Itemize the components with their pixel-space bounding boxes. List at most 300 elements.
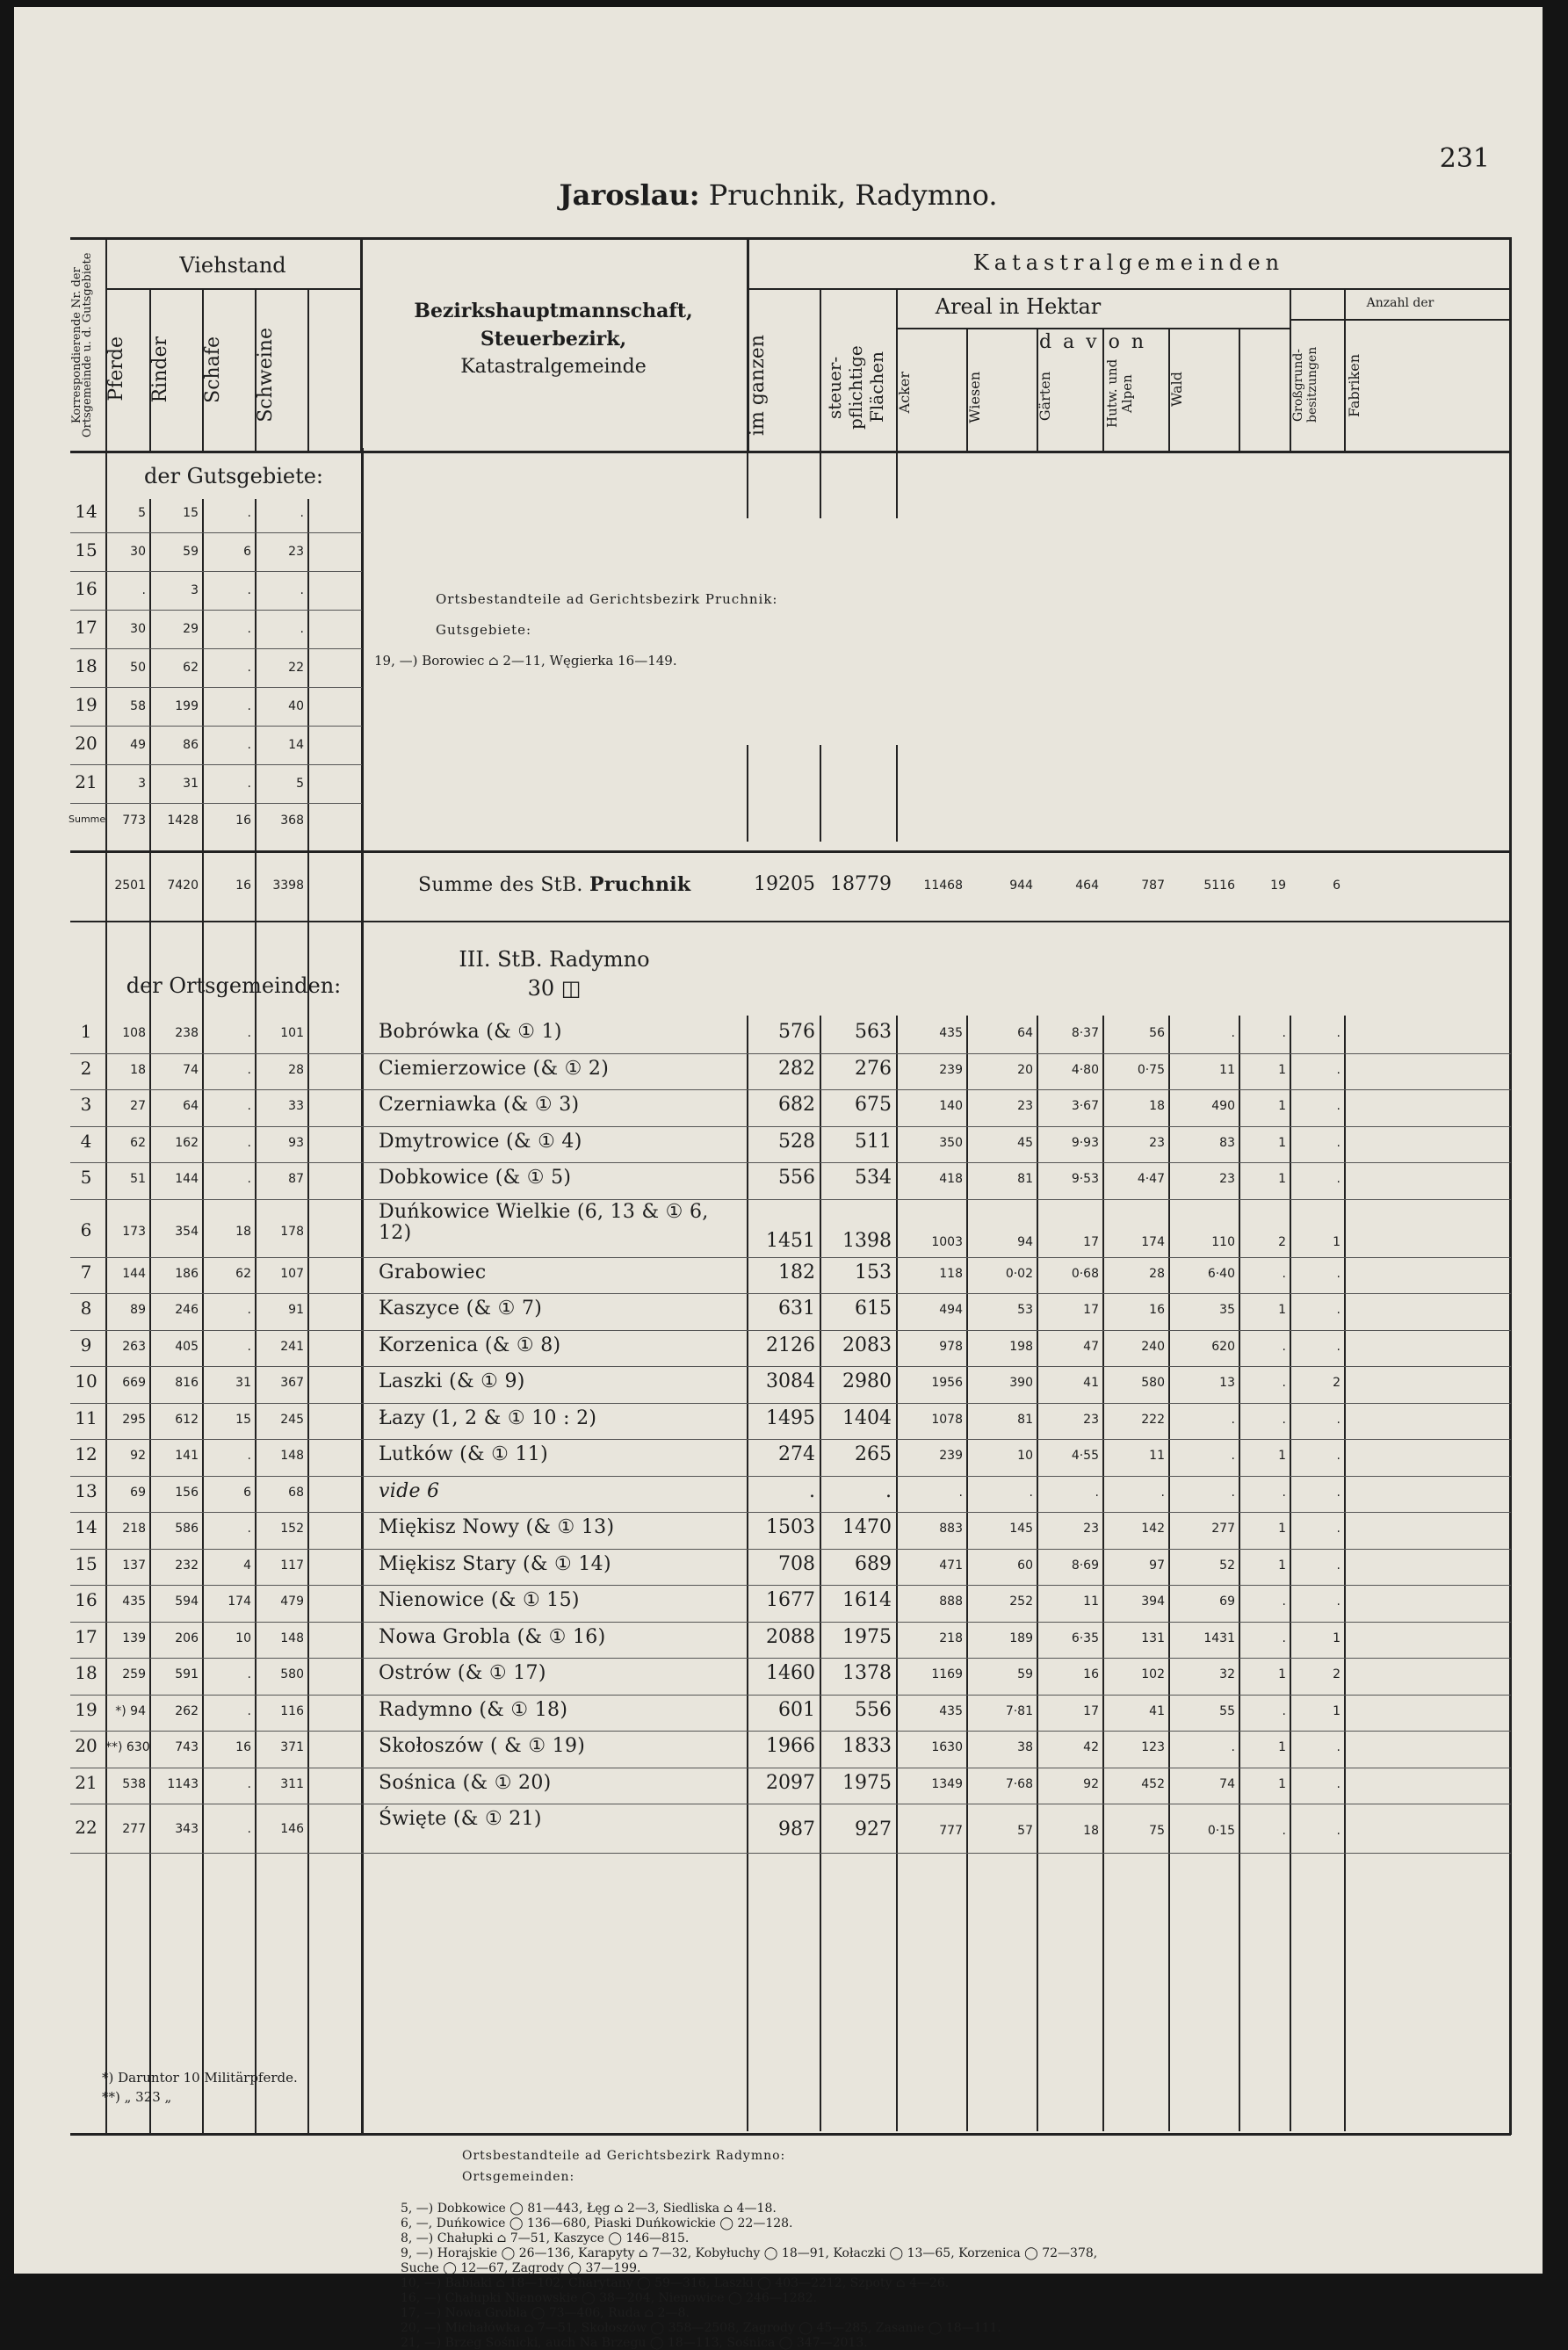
vieh-cell: 15 — [235, 1412, 251, 1427]
vieh-cell: 156 — [175, 1485, 199, 1500]
gemeinde-name: Grabowiec — [379, 1261, 487, 1283]
vieh-cell: 148 — [280, 1449, 304, 1463]
vieh-cell: 18 — [130, 1062, 146, 1077]
gemeinde-name: Miękisz Stary (& ① 14) — [379, 1552, 611, 1575]
areal-cell: 2 — [1333, 1376, 1340, 1390]
stb-value: 944 — [1009, 879, 1033, 893]
vieh-cell: 343 — [175, 1822, 199, 1836]
vieh-cell: . — [247, 1099, 251, 1113]
areal-cell: 1975 — [842, 1771, 892, 1794]
vieh-cell: 74 — [183, 1062, 199, 1077]
stb-label-text: Summe des StB. — [418, 874, 589, 896]
vieh-cell: 62 — [235, 1266, 251, 1281]
vieh-cell: 33 — [288, 1099, 304, 1113]
vieh-cell: 3 — [138, 777, 146, 791]
row-rule — [70, 648, 362, 649]
areal-cell: 41 — [1149, 1703, 1165, 1718]
areal-cell: 6·40 — [1207, 1266, 1235, 1281]
note-line: 17, —) Nowa Grobla ◯ 73—406, Ruda ⌂ 2—8. — [401, 2306, 690, 2320]
areal-cell: 3·67 — [1071, 1099, 1099, 1113]
gemeinde-name: Święte (& ① 21) — [379, 1808, 542, 1830]
vieh-cell: 18 — [235, 1224, 251, 1239]
areal-cell: 1495 — [766, 1406, 815, 1429]
stb-value: 6 — [1333, 879, 1340, 893]
vieh-cell: 311 — [280, 1776, 304, 1791]
vieh-cell: . — [247, 738, 251, 752]
table-row — [14, 1804, 1543, 1854]
vieh-cell: 116 — [280, 1703, 304, 1718]
vieh-cell: . — [247, 1303, 251, 1317]
table-row — [14, 1017, 1543, 1054]
areal-cell: 276 — [855, 1057, 892, 1080]
vieh-cell: 28 — [288, 1062, 304, 1077]
summe-stb-row — [14, 870, 1543, 903]
areal-cell: 53 — [1017, 1303, 1033, 1317]
note-line: 16, —) Chałupki Nienowskie ◯ 38—204, Nienowice ◯ 246—1282. — [401, 2291, 817, 2305]
vieh-cell: 144 — [122, 1266, 146, 1281]
vieh-cell: 246 — [175, 1303, 199, 1317]
areal-cell: 59 — [1017, 1667, 1033, 1681]
areal-cell: 75 — [1149, 1824, 1165, 1838]
areal-cell: . — [1336, 1485, 1340, 1500]
areal-cell: . — [1336, 1172, 1340, 1186]
areal-cell: 1 — [1278, 1172, 1286, 1186]
vieh-cell: 30 — [130, 545, 146, 559]
vieh-cell: 148 — [280, 1631, 304, 1645]
row-nr: 15 — [75, 539, 98, 560]
gemeinde-name: Miękisz Nowy (& ① 13) — [379, 1516, 615, 1538]
row-nr: 16 — [75, 1589, 98, 1610]
summe-schafe: 16 — [235, 813, 251, 828]
vieh-cell: . — [247, 777, 251, 791]
areal-cell: 1 — [1333, 1234, 1340, 1249]
vieh-cell: 86 — [183, 738, 199, 752]
areal-cell: 1614 — [842, 1589, 892, 1611]
areal-cell: 42 — [1083, 1740, 1099, 1754]
stb-value: 11468 — [923, 879, 963, 893]
summe-rinder: 1428 — [167, 813, 199, 828]
areal-cell: 682 — [778, 1094, 815, 1116]
areal-cell: 615 — [855, 1298, 892, 1320]
areal-cell: 8·37 — [1071, 1026, 1099, 1040]
areal-cell: 81 — [1017, 1412, 1033, 1427]
vieh-cell: 435 — [122, 1594, 146, 1609]
areal-cell: 511 — [855, 1130, 892, 1153]
table-row — [14, 1163, 1543, 1200]
vieh-cell: 186 — [175, 1266, 199, 1281]
ortsgemeinden-heading: der Ortsgemeinden: — [126, 973, 342, 998]
row-nr: 19 — [75, 694, 98, 715]
header-bezirk-3: Katastralgemeinde — [460, 356, 647, 378]
areal-cell: . — [1282, 1631, 1286, 1645]
table-row — [14, 1054, 1543, 1091]
vieh-cell: 238 — [175, 1026, 199, 1040]
vieh-cell: 64 — [183, 1099, 199, 1113]
areal-cell: 927 — [855, 1819, 892, 1840]
vieh-cell: . — [247, 583, 251, 597]
areal-cell: 1 — [1278, 1558, 1286, 1573]
vieh-cell: 199 — [175, 699, 199, 713]
vieh-cell: . — [300, 583, 304, 597]
table-row — [14, 729, 1543, 763]
gemeinde-name: Nowa Grobla (& ① 16) — [379, 1625, 606, 1648]
vieh-cell: . — [247, 1776, 251, 1791]
vieh-cell: . — [247, 1449, 251, 1463]
vieh-cell: 586 — [175, 1522, 199, 1536]
vieh-cell: 743 — [175, 1740, 199, 1754]
areal-cell: 1 — [1278, 1449, 1286, 1463]
title-district: Jaroslau: — [559, 178, 700, 212]
row-nr: 14 — [75, 1516, 98, 1537]
vieh-cell: 69 — [130, 1485, 146, 1500]
row-rule — [70, 764, 362, 765]
areal-cell: 56 — [1149, 1026, 1165, 1040]
areal-cell: 1503 — [766, 1516, 815, 1538]
vieh-cell: . — [247, 699, 251, 713]
vieh-cell: . — [247, 1339, 251, 1354]
stb-value: 19205 — [754, 873, 815, 895]
row-nr: 9 — [80, 1334, 92, 1356]
vieh-cell: 58 — [130, 699, 146, 713]
vieh-cell: . — [247, 1703, 251, 1718]
vieh-cell: . — [247, 1522, 251, 1536]
gutsgebiete-note-3: 19, —) Borowiec ⌂ 2—11, Węgierka 16—149. — [374, 653, 677, 669]
areal-cell: . — [1231, 1026, 1235, 1040]
areal-cell: 32 — [1219, 1667, 1235, 1681]
areal-cell: 1 — [1278, 1135, 1286, 1150]
page — [14, 7, 1543, 2350]
vieh-cell: **) 630 — [105, 1740, 150, 1754]
vieh-cell: . — [300, 506, 304, 520]
areal-cell: 1966 — [766, 1735, 815, 1757]
vieh-cell: 62 — [130, 1135, 146, 1150]
areal-cell: 94 — [1017, 1234, 1033, 1249]
vieh-cell: 31 — [183, 777, 199, 791]
row-nr: 18 — [75, 1662, 98, 1683]
areal-cell: 1460 — [766, 1662, 815, 1684]
page-number: 231 — [1439, 143, 1490, 174]
areal-cell: . — [809, 1479, 815, 1502]
vieh-cell: 6 — [243, 545, 251, 559]
areal-cell: 92 — [1083, 1776, 1099, 1791]
vieh-cell: 89 — [130, 1303, 146, 1317]
vieh-cell: 594 — [175, 1594, 199, 1609]
vieh-cell: 277 — [122, 1822, 146, 1836]
areal-cell: 252 — [1009, 1594, 1033, 1609]
areal-cell: . — [1282, 1266, 1286, 1281]
stb-schweine: 3398 — [272, 879, 304, 893]
areal-cell: 239 — [939, 1449, 963, 1463]
header-pferde: Pferde — [105, 336, 127, 401]
note-line: 8, —) Chałupki ⌂ 7—51, Kaszyce ◯ 146—815. — [401, 2231, 690, 2245]
vieh-cell: 49 — [130, 738, 146, 752]
areal-cell: 576 — [778, 1021, 815, 1043]
areal-cell: 17 — [1083, 1303, 1099, 1317]
table-row — [14, 1768, 1543, 1805]
table-row — [14, 1127, 1543, 1164]
areal-cell: 350 — [939, 1135, 963, 1150]
table-row — [14, 1294, 1543, 1331]
areal-cell: 41 — [1083, 1376, 1099, 1390]
table-row — [14, 575, 1543, 608]
areal-cell: 13 — [1219, 1376, 1235, 1390]
gemeinde-name: Radymno (& ① 18) — [379, 1698, 568, 1721]
areal-cell: 97 — [1149, 1558, 1165, 1573]
row-rule — [70, 687, 362, 688]
gemeinde-name: Kaszyce (& ① 7) — [379, 1298, 543, 1320]
areal-cell: 394 — [1141, 1594, 1165, 1609]
vieh-cell: 117 — [280, 1558, 304, 1573]
gemeinde-name: Ciemierzowice (& ① 2) — [379, 1057, 610, 1080]
radymno-heading-1: III. StB. Radymno — [459, 947, 650, 972]
areal-cell: 35 — [1219, 1303, 1235, 1317]
areal-cell: 601 — [778, 1698, 815, 1721]
vieh-cell: 174 — [228, 1594, 251, 1609]
header-hutweiden: Hutw. und Alpen — [1104, 358, 1135, 429]
stb-label-bold: Pruchnik — [589, 873, 691, 896]
header-grossgrund: Großgrund-besitzungen — [1291, 346, 1319, 423]
gemeinde-name: Lutków (& ① 11) — [379, 1443, 548, 1465]
table-row — [14, 1659, 1543, 1696]
areal-cell: 4·80 — [1071, 1062, 1099, 1077]
vieh-cell: 10 — [235, 1631, 251, 1645]
areal-cell: 28 — [1149, 1266, 1165, 1281]
areal-cell: 435 — [939, 1703, 963, 1718]
areal-cell: 142 — [1141, 1522, 1165, 1536]
table-row — [14, 1623, 1543, 1659]
gemeinde-name: vide 6 — [379, 1479, 440, 1502]
vieh-cell: 263 — [122, 1339, 146, 1354]
areal-cell: 23 — [1083, 1522, 1099, 1536]
areal-cell: 18 — [1083, 1824, 1099, 1838]
areal-cell: 189 — [1009, 1631, 1033, 1645]
areal-cell: 1078 — [931, 1412, 963, 1427]
areal-cell: 0·15 — [1207, 1824, 1235, 1838]
areal-cell: 1 — [1278, 1522, 1286, 1536]
header-davon: d a v o n — [1038, 331, 1146, 353]
areal-cell: 883 — [939, 1522, 963, 1536]
areal-cell: 38 — [1017, 1740, 1033, 1754]
areal-cell: 45 — [1017, 1135, 1033, 1150]
areal-cell: 16 — [1149, 1303, 1165, 1317]
vieh-cell: 259 — [122, 1667, 146, 1681]
row-nr: 8 — [80, 1298, 92, 1319]
stb-label — [418, 873, 690, 896]
summe-pferde: 773 — [122, 813, 146, 828]
vieh-cell: . — [247, 1172, 251, 1186]
vieh-cell: 669 — [122, 1376, 146, 1390]
areal-cell: 265 — [855, 1443, 892, 1465]
header-nr: Korrespondierende Nr. der Ortsgemeinde u. d. Gutsgebiete — [70, 252, 94, 438]
note-line: 5, —) Dobkowice ◯ 81—443, Łęg ⌂ 2—3, Siedliska ⌂ 4—18. — [401, 2202, 777, 2216]
vieh-cell: 354 — [175, 1224, 199, 1239]
areal-cell: 11 — [1149, 1449, 1165, 1463]
vieh-cell: 262 — [175, 1703, 199, 1718]
areal-cell: 1630 — [931, 1740, 963, 1754]
header-katastral: Katastralgemeinden — [972, 250, 1285, 275]
areal-cell: 2097 — [766, 1771, 815, 1794]
table-row — [14, 691, 1543, 724]
vieh-cell: . — [247, 1135, 251, 1150]
gemeinde-name: Dobkowice (& ① 5) — [379, 1167, 572, 1189]
areal-cell: 1470 — [842, 1516, 892, 1538]
table-row — [14, 1090, 1543, 1127]
areal-cell: 528 — [778, 1130, 815, 1153]
row-nr: 19 — [75, 1698, 98, 1720]
vieh-cell: 91 — [288, 1303, 304, 1317]
areal-cell: . — [1336, 1740, 1340, 1754]
areal-cell: 494 — [939, 1303, 963, 1317]
areal-cell: 17 — [1083, 1234, 1099, 1249]
areal-cell: 174 — [1141, 1234, 1165, 1249]
areal-cell: 23 — [1149, 1135, 1165, 1150]
row-nr: 7 — [80, 1261, 92, 1283]
areal-cell: 1398 — [842, 1229, 892, 1252]
areal-cell: . — [1336, 1558, 1340, 1573]
vieh-cell: . — [300, 622, 304, 636]
vieh-cell: 14 — [288, 738, 304, 752]
areal-cell: 123 — [1141, 1740, 1165, 1754]
gemeinde-name: Nienowice (& ① 15) — [379, 1589, 580, 1611]
areal-cell: . — [1336, 1099, 1340, 1113]
areal-cell: 153 — [855, 1261, 892, 1283]
table-row — [14, 1586, 1543, 1623]
note-line: Suche ◯ 12—67, Zagrody ◯ 37—199. — [401, 2261, 641, 2275]
table-row — [14, 1258, 1543, 1295]
areal-cell: 52 — [1219, 1558, 1235, 1573]
footnote-2: **) „ 323 „ — [102, 2089, 172, 2105]
row-nr: 20 — [75, 733, 98, 754]
header-wald: Wald — [1168, 372, 1185, 407]
radymno-note-h1: Ortsbestandteile ad Gerichtsbezirk Radymno: — [462, 2149, 786, 2163]
header-bezirk-2: Steuerbezirk, — [480, 328, 627, 351]
row-rule — [70, 532, 362, 533]
areal-cell: 69 — [1219, 1594, 1235, 1609]
row-nr: 18 — [75, 655, 98, 676]
vieh-cell: 479 — [280, 1594, 304, 1609]
row-rule — [70, 1853, 1511, 1854]
areal-cell: 9·93 — [1071, 1135, 1099, 1150]
areal-cell: 0·02 — [1005, 1266, 1033, 1281]
vieh-cell: 93 — [288, 1135, 304, 1150]
row-nr: 22 — [75, 1817, 98, 1838]
row-nr: 2 — [80, 1057, 92, 1079]
vieh-cell: 27 — [130, 1099, 146, 1113]
areal-cell: 2083 — [842, 1334, 892, 1356]
vieh-cell: 30 — [130, 622, 146, 636]
areal-cell: 4·47 — [1137, 1172, 1165, 1186]
gemeinde-name: Skołoszów ( & ① 19) — [379, 1735, 586, 1757]
areal-cell: 390 — [1009, 1376, 1033, 1390]
areal-cell: . — [1336, 1266, 1340, 1281]
vieh-cell: 31 — [235, 1376, 251, 1390]
row-nr: 17 — [75, 617, 98, 638]
vieh-cell: 1143 — [167, 1776, 199, 1791]
areal-cell: 2 — [1278, 1234, 1286, 1249]
areal-cell: 1404 — [842, 1406, 892, 1429]
areal-cell: 418 — [939, 1172, 963, 1186]
areal-cell: . — [1336, 1135, 1340, 1150]
areal-cell: . — [1282, 1412, 1286, 1427]
areal-cell: . — [1336, 1522, 1340, 1536]
gemeinde-name: Duńkowice Wielkie (6, 13 & ① 6, 12) — [379, 1200, 709, 1244]
vieh-cell: 23 — [288, 545, 304, 559]
areal-cell: . — [1231, 1449, 1235, 1463]
areal-cell: 1378 — [842, 1662, 892, 1684]
areal-cell: . — [1336, 1449, 1340, 1463]
areal-cell: 1677 — [766, 1589, 815, 1611]
areal-cell: 0·75 — [1137, 1062, 1165, 1077]
areal-cell: 8·69 — [1071, 1558, 1099, 1573]
areal-cell: . — [1282, 1376, 1286, 1390]
table-row — [14, 768, 1543, 801]
areal-cell: 1451 — [766, 1229, 815, 1252]
vieh-cell: 241 — [280, 1339, 304, 1354]
row-nr: 16 — [75, 578, 98, 599]
areal-cell: 563 — [855, 1021, 892, 1043]
header-viehstand: Viehstand — [179, 253, 286, 278]
header-im-ganzen: im ganzen — [747, 335, 769, 437]
areal-cell: 20 — [1017, 1062, 1033, 1077]
gemeinde-name: Ostrów (& ① 17) — [379, 1662, 546, 1684]
areal-cell: 23 — [1017, 1099, 1033, 1113]
gutsgebiete-heading: der Gutsgebiete: — [144, 464, 323, 488]
areal-cell: 777 — [939, 1824, 963, 1838]
areal-cell: . — [1336, 1303, 1340, 1317]
areal-cell: 2088 — [766, 1625, 815, 1648]
areal-cell: . — [1282, 1703, 1286, 1718]
areal-cell: . — [1282, 1485, 1286, 1500]
vieh-cell: . — [141, 583, 146, 597]
table-header — [70, 237, 1511, 453]
areal-cell: 471 — [939, 1558, 963, 1573]
vieh-cell: 22 — [288, 661, 304, 675]
vieh-cell: . — [247, 622, 251, 636]
areal-cell: 102 — [1141, 1667, 1165, 1681]
areal-cell: . — [885, 1479, 892, 1502]
note-line: 21, —) Brzeg Sośnicki, auch Na Brzegu ◯ 18—113, Sośnica ◯ 347—2013. — [401, 2336, 868, 2350]
vieh-cell: 29 — [183, 622, 199, 636]
note-line: 10, —) Babiaki ⌂ 18—102, Charytany ◯ 59—316, Laszki ◯ 403—2212, Szpoty ⌂ 4—26. — [401, 2276, 950, 2290]
stb-pferde: 2501 — [114, 879, 146, 893]
areal-cell: . — [1231, 1412, 1235, 1427]
areal-cell: . — [1282, 1339, 1286, 1354]
areal-cell: 131 — [1141, 1631, 1165, 1645]
areal-cell: . — [1095, 1485, 1099, 1500]
areal-cell: 675 — [855, 1094, 892, 1116]
table-row — [14, 1732, 1543, 1768]
vieh-cell: 146 — [280, 1822, 304, 1836]
note-line: 6, —, Duńkowice ◯ 136—680, Piaski Duńkowickie ◯ 22—128. — [401, 2216, 793, 2231]
row-nr: 6 — [80, 1218, 92, 1240]
areal-cell: 218 — [939, 1631, 963, 1645]
page-title — [14, 178, 1543, 212]
row-nr: 21 — [75, 1771, 98, 1793]
gemeinde-name: Łazy (1, 2 & ① 10 : 2) — [379, 1406, 597, 1429]
areal-cell: . — [1336, 1062, 1340, 1077]
areal-cell: . — [1336, 1339, 1340, 1354]
note-line: 9, —) Horajskie ◯ 26—136, Karapyty ⌂ 7—32, Kobyłuchy ◯ 18—91, Kołaczki ◯ 13—65, Korzenica ◯ 72—378, — [401, 2246, 1098, 2260]
areal-cell: 47 — [1083, 1339, 1099, 1354]
summe-label: Summe — [69, 813, 106, 825]
areal-cell: 1349 — [931, 1776, 963, 1791]
areal-cell: 7·81 — [1005, 1703, 1033, 1718]
gemeinde-name: Korzenica (& ① 8) — [379, 1334, 561, 1356]
areal-cell: 0·68 — [1071, 1266, 1099, 1281]
table-row — [14, 1440, 1543, 1477]
areal-cell: 1 — [1278, 1667, 1286, 1681]
vieh-cell: 50 — [130, 661, 146, 675]
